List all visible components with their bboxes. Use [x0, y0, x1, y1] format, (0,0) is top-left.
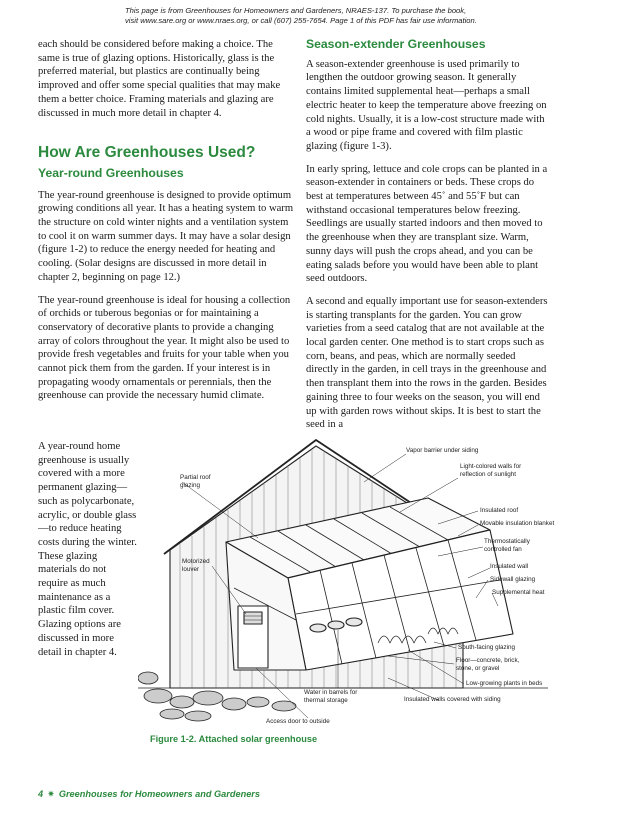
label-thermostatic-1: Thermostatically	[484, 538, 530, 545]
label-partial-roof-2: glazing	[180, 482, 200, 489]
page-number: 4	[38, 789, 44, 799]
label-supplemental-heat: Supplemental heat	[492, 589, 545, 596]
label-movable-blanket: Movable insulation blanket	[480, 520, 555, 527]
page-footer	[38, 789, 260, 800]
separator-star-icon: ✷	[47, 789, 55, 799]
label-access-door: Access door to outside	[266, 718, 330, 725]
figure-caption: Figure 1-2. Attached solar greenhouse	[150, 734, 318, 744]
label-partial-roof-1: Partial roof	[180, 474, 211, 481]
side-paragraph: A year-round home greenhouse is usually covered with a more permanent glazing—such as polycarbonate, acrylic, or double glass—to reduce heating costs during the winter. These glazing materials do not require as much maintenance as a plastic film cover. Glazing options are discussed in more detail in chapter 4.	[38, 441, 137, 658]
label-thermostatic-2: controlled fan	[484, 546, 522, 553]
left-column	[38, 38, 294, 412]
label-sidewall-glazing: Sidewall glazing	[490, 576, 536, 583]
notice-line-2: visit www.sare.org or www.nraes.org, or call (607) 255-7654. Page 1 of this PDF has fair use information.	[125, 16, 477, 25]
label-insulated-walls-siding: Insulated walls covered with siding	[404, 696, 501, 703]
label-light-walls-2: reflection of sunlight	[460, 471, 517, 478]
book-title: Greenhouses for Homeowners and Gardeners	[58, 789, 260, 799]
label-motorized-1: Motorized	[182, 558, 210, 565]
label-low-plants: Low-growing plants in beds	[466, 680, 543, 687]
year-round-paragraph-1: The year-round greenhouse is designed to provide optimum growing conditions all year. It has a heating system to warm the structure on cold winter nights and a ventilation system to cool it on warm summer days. It may have a solar design (figure 1-2) to reduce the energy needed for heating and cooling. (Solar designs are discussed in more detail in chapter 2, beginning on page 12.)	[38, 189, 294, 283]
label-insulated-wall: Insulated wall	[490, 563, 529, 570]
label-water-barrels-1: Water in barrels for	[304, 689, 358, 696]
season-extender-paragraph-2: In early spring, lettuce and cole crops can be planted in a season-extender in containers or beds. These crops do best at temperatures between 45˚ and 55˚F but can withstand occasional temperatures below freezing. Seedlings are usually started indoors and then moved to the greenhouse when they are transplant size. Warm, sunny days will push the crops ahead, and you can be eating salads before you would have been able to plant seed outdoors.	[306, 163, 548, 285]
season-extender-paragraph-1: A season-extender greenhouse is used primarily to lengthen the outdoor growing season. It generally contains limited supplemental heat—perhaps a small electric heater to keep the temperature above freezing on cold nights. Usually, it is a low-cost structure made with a wood or pipe frame and covered with film plastic glazing (figure 1-3).	[306, 58, 547, 152]
section-heading: How Are Greenhouses Used?	[38, 144, 256, 162]
year-round-subheading: Year-round Greenhouses	[38, 165, 184, 180]
label-light-walls-1: Light-colored walls for	[460, 463, 522, 470]
label-water-barrels-2: thermal storage	[304, 697, 348, 704]
label-motorized-2: louver	[182, 566, 200, 573]
greenhouse-figure	[138, 438, 558, 734]
label-south-glazing: South-facing glazing	[458, 644, 516, 651]
intro-paragraph: each should be considered before making a choice. The same is true of glazing options. Historically, glass is the preferred material, but plastics are continually being improved and offer some special qualities that may make them a better choice. Framing materials and glazing are discussed in much more detail in chapter 4.	[38, 39, 281, 119]
season-extender-subheading: Season-extender Greenhouses	[306, 37, 486, 51]
label-vapor-barrier: Vapor barrier under siding	[406, 447, 479, 454]
label-floor-2: stone, or gravel	[456, 665, 500, 672]
year-round-paragraph-2: The year-round greenhouse is ideal for housing a collection of orchids or tuberous begonias or for maintaining a conservatory of decorative plants to provide a changing array of colors throughout the year. It might also be used to provide fresh vegetables and fruits for your table when you cannot pick them from the garden. If your interest is in propagating woody ornamentals or perennials, then the greenhouse can provide the necessary humid climate.	[38, 294, 291, 402]
fair-use-notice	[125, 6, 545, 26]
label-floor-1: Floor—concrete, brick,	[456, 657, 520, 664]
notice-line-1: This page is from Greenhouses for Homeowners and Gardeners, NRAES-137. To purchase the book,	[125, 6, 467, 15]
season-extender-paragraph-3: A second and equally important use for season-extenders is starting transplants for the garden. You can grow varieties from a seed catalog that are not available at the local garden center. One method is to start crops such as corn, beans, and peas, which are normally seeded directly in the garden, in cell trays in the greenhouse and then transplant them into the rows in the garden. Besides gaining three to four weeks on the season, you will end up with garden rows without skips. It is best to start the seed in a	[306, 295, 548, 431]
right-column	[306, 38, 550, 441]
label-insulated-roof: Insulated roof	[480, 507, 519, 514]
